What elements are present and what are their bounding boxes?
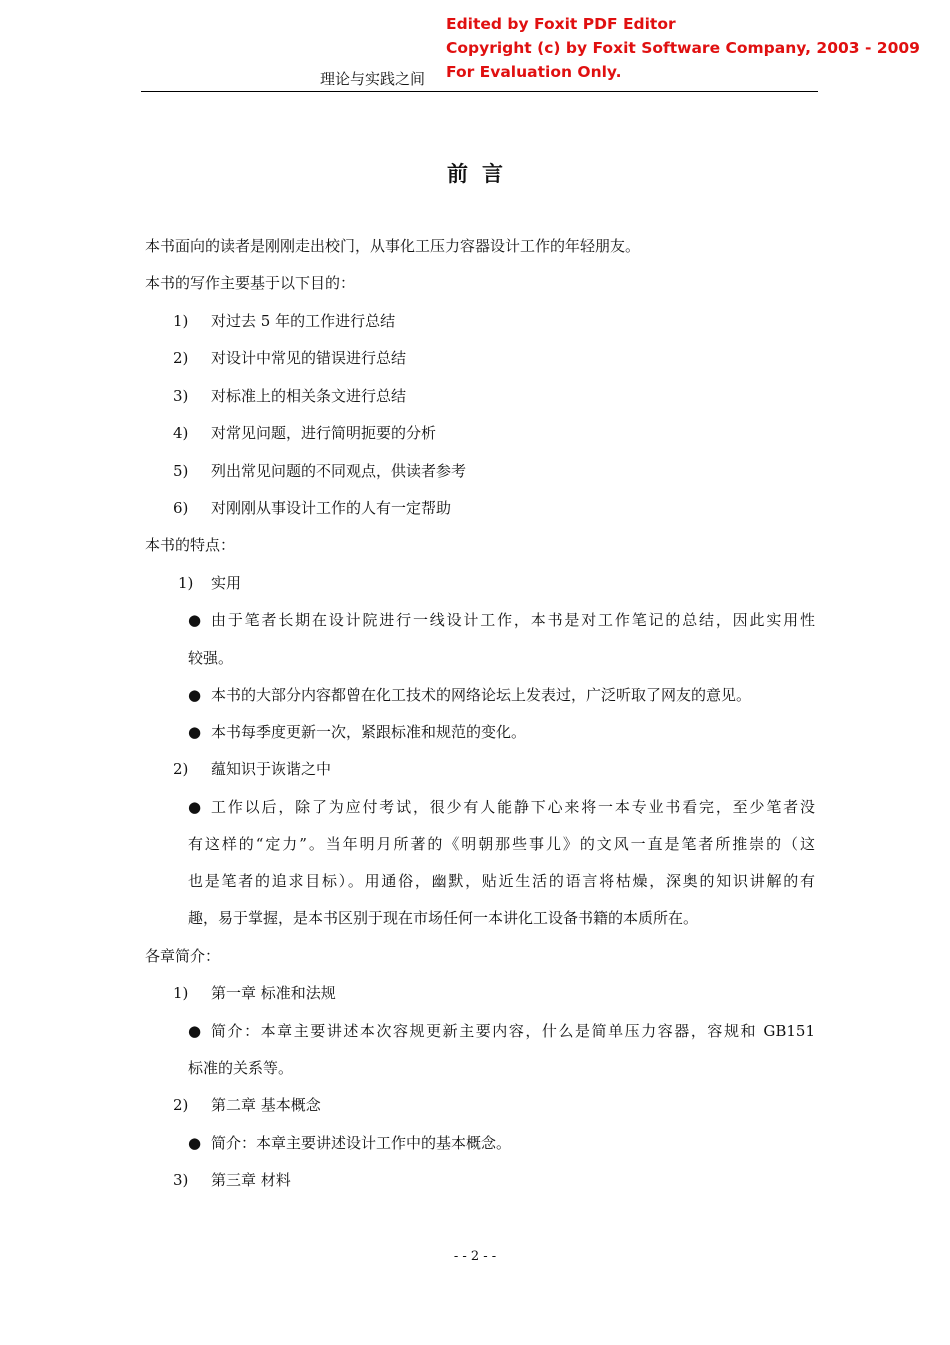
bullet-icon: ●: [188, 1022, 202, 1040]
feature-bullet-text: 本书的大部分内容都曾在化工技术的网络论坛上发表过，广泛听取了网友的意见。: [211, 686, 752, 704]
chapter-number: 3): [173, 1171, 189, 1189]
purpose-item: 对常见问题，进行简明扼要的分析: [211, 424, 437, 442]
feature-paragraph-line: 也是笔者的追求目标）。用通俗，幽默，贴近生活的语言将枯燥，深奥的知识讲解的有: [188, 872, 815, 890]
chapter-title: 第三章 材料: [211, 1171, 291, 1189]
intro-audience: 本书面向的读者是刚刚走出校门，从事化工压力容器设计工作的年轻朋友。: [145, 237, 641, 255]
purpose-number: 3): [173, 387, 189, 405]
purpose-item: 对设计中常见的错误进行总结: [211, 349, 407, 367]
watermark-line-2: Copyright (c) by Foxit Software Company, 2003 - 2009: [446, 39, 920, 57]
purpose-heading: 本书的写作主要基于以下目的：: [145, 274, 356, 292]
feature-bullet-text: 由于笔者长期在设计院进行一线设计工作，本书是对工作笔记的总结，因此实用性: [211, 611, 815, 629]
purpose-number: 4): [173, 424, 189, 442]
watermark-line-3: For Evaluation Only.: [446, 63, 622, 81]
purpose-item: 对过去 5 年的工作进行总结: [211, 312, 396, 330]
feature-paragraph-line: 有这样的“定力”。当年明月所著的《明朝那些事儿》的文风一直是笔者所推崇的（这: [188, 835, 815, 853]
page-number: - - 2 - -: [453, 1249, 497, 1264]
feature-label: 蕴知识于诙谐之中: [211, 760, 332, 778]
foxit-watermark: [446, 12, 920, 84]
purpose-item: 对标准上的相关条文进行总结: [211, 387, 407, 405]
running-header: 理论与实践之间: [320, 70, 426, 88]
chapter-summary: 简介：本章主要讲述本次容规更新主要内容，什么是简单压力容器，容规和 GB151: [211, 1022, 815, 1040]
feature-bullet-text: 较强。: [188, 649, 234, 667]
feature-paragraph-line: 趣，易于掌握，是本书区别于现在市场任何一本讲化工设备书籍的本质所在。: [188, 909, 699, 927]
chapter-summary: 简介：本章主要讲述设计工作中的基本概念。: [211, 1134, 512, 1152]
bullet-icon: ●: [188, 798, 202, 816]
purpose-item: 列出常见问题的不同观点，供读者参考: [211, 462, 467, 480]
chapter-number: 1): [173, 984, 189, 1002]
bullet-icon: ●: [188, 1134, 202, 1152]
purpose-number: 6): [173, 499, 189, 517]
feature-label: 实用: [211, 574, 242, 592]
purpose-number: 5): [173, 462, 189, 480]
feature-number: 2): [173, 760, 189, 778]
purpose-number: 1): [173, 312, 189, 330]
bullet-icon: ●: [188, 723, 202, 741]
feature-number: 1): [178, 574, 194, 592]
chapter-summary: 标准的关系等。: [188, 1059, 294, 1077]
chapter-title: 第二章 基本概念: [211, 1096, 321, 1114]
watermark-line-1: Edited by Foxit PDF Editor: [446, 15, 676, 33]
page-title: 前言: [447, 161, 517, 186]
purpose-number: 2): [173, 349, 189, 367]
purpose-item: 对刚刚从事设计工作的人有一定帮助: [211, 499, 452, 517]
chapters-heading: 各章简介：: [145, 947, 221, 965]
header-rule: [141, 91, 818, 92]
chapter-title: 第一章 标准和法规: [211, 984, 336, 1002]
feature-bullet-text: 本书每季度更新一次，紧跟标准和规范的变化。: [211, 723, 527, 741]
feature-paragraph-line: 工作以后，除了为应付考试，很少有人能静下心来将一本专业书看完，至少笔者没: [211, 798, 815, 816]
bullet-icon: ●: [188, 611, 202, 629]
chapter-number: 2): [173, 1096, 189, 1114]
bullet-icon: ●: [188, 686, 202, 704]
features-heading: 本书的特点：: [145, 536, 236, 554]
